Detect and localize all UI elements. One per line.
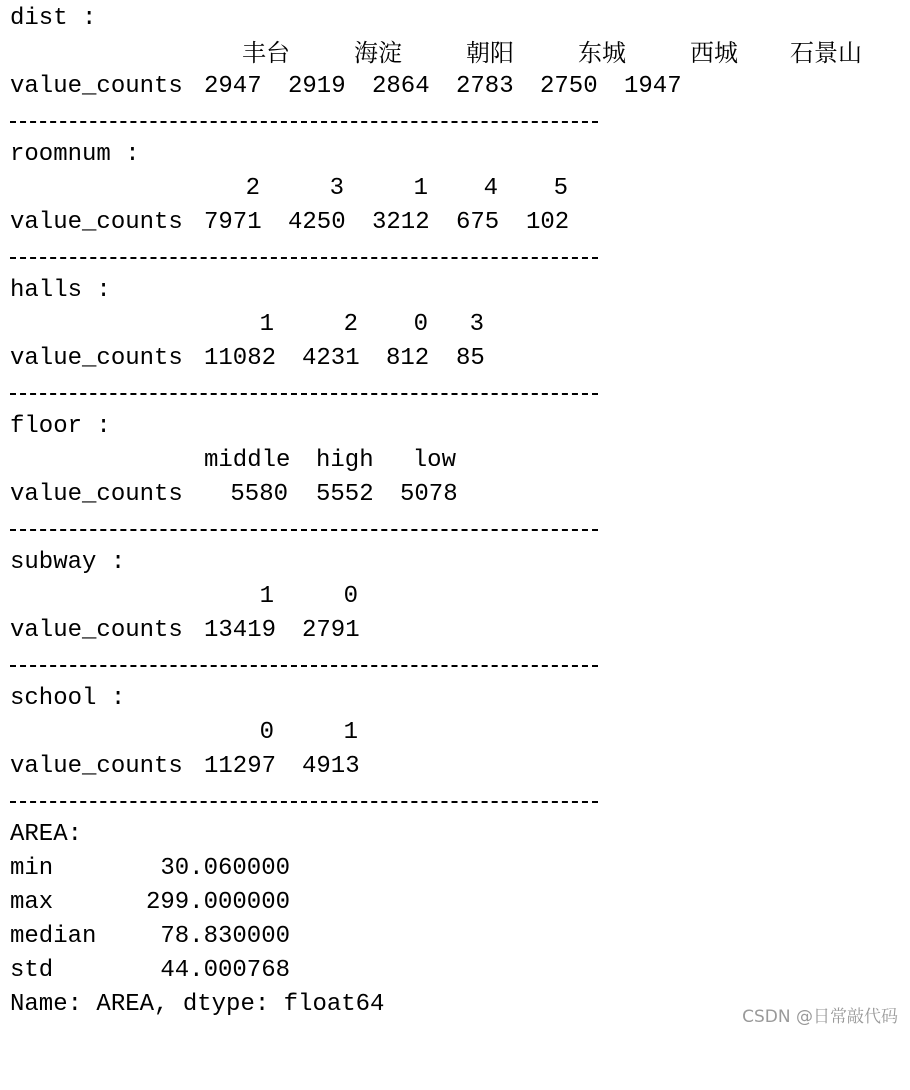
roomnum-header: 5 bbox=[553, 175, 568, 202]
dist-header: 石景山 bbox=[790, 39, 862, 67]
halls-value: 85 bbox=[456, 345, 485, 372]
dashed-divider bbox=[10, 784, 900, 818]
row-label: value_counts bbox=[10, 345, 183, 372]
subway-header: 1 bbox=[259, 583, 274, 610]
floor-header-row bbox=[10, 444, 900, 478]
floor-value: 5580 bbox=[230, 481, 288, 508]
area-stat-row bbox=[10, 886, 900, 920]
area-stat-label: min bbox=[10, 855, 54, 882]
area-stat-value: 78.830000 bbox=[160, 923, 290, 950]
dist-header: 西城 bbox=[690, 39, 738, 67]
row-label: value_counts bbox=[10, 481, 183, 508]
roomnum-value: 3212 bbox=[372, 209, 430, 236]
roomnum-value: 4250 bbox=[288, 209, 346, 236]
floor-header: middle bbox=[204, 447, 291, 474]
school-header: 0 bbox=[259, 719, 274, 746]
dist-value: 2783 bbox=[456, 73, 514, 100]
roomnum-header: 2 bbox=[245, 175, 260, 202]
halls-value: 11082 bbox=[204, 345, 277, 372]
dist-header: 海淀 bbox=[354, 39, 402, 67]
watermark: CSDN @日常敲代码 bbox=[742, 1007, 898, 1027]
school-values-row bbox=[10, 750, 900, 784]
section-title-floor: floor : bbox=[10, 413, 111, 440]
section-title-roomnum: roomnum : bbox=[10, 141, 140, 168]
area-stat-label: std bbox=[10, 957, 54, 984]
area-stat-label: max bbox=[10, 889, 54, 916]
roomnum-header-row bbox=[10, 172, 900, 206]
area-stat-value: 299.000000 bbox=[145, 889, 290, 916]
area-stat-value: 44.000768 bbox=[160, 957, 290, 984]
halls-value: 812 bbox=[386, 345, 430, 372]
roomnum-value: 102 bbox=[526, 209, 570, 236]
roomnum-header: 4 bbox=[483, 175, 498, 202]
roomnum-value: 675 bbox=[456, 209, 500, 236]
dist-header-row bbox=[10, 36, 900, 70]
dist-header: 朝阳 bbox=[466, 39, 514, 67]
dist-header: 丰台 bbox=[242, 39, 290, 67]
console-output bbox=[10, 2, 900, 1022]
dashed-divider bbox=[10, 240, 900, 274]
floor-header: high bbox=[316, 447, 374, 474]
roomnum-header: 3 bbox=[329, 175, 344, 202]
halls-header: 2 bbox=[343, 311, 358, 338]
area-stat-value: 30.060000 bbox=[160, 855, 290, 882]
dist-value: 2864 bbox=[372, 73, 430, 100]
row-label: value_counts bbox=[10, 753, 183, 780]
area-stat-row bbox=[10, 852, 900, 886]
dashed-divider bbox=[10, 512, 900, 546]
halls-header: 1 bbox=[259, 311, 274, 338]
section-title-subway: subway : bbox=[10, 549, 126, 576]
section-title-school: school : bbox=[10, 685, 126, 712]
halls-header: 0 bbox=[413, 311, 428, 338]
halls-header: 3 bbox=[469, 311, 484, 338]
school-header: 1 bbox=[343, 719, 358, 746]
subway-values-row bbox=[10, 614, 900, 648]
dist-value: 1947 bbox=[624, 73, 682, 100]
dist-value: 2919 bbox=[288, 73, 346, 100]
school-value: 4913 bbox=[302, 753, 360, 780]
dist-value: 2750 bbox=[540, 73, 598, 100]
halls-value: 4231 bbox=[302, 345, 360, 372]
roomnum-values-row bbox=[10, 206, 900, 240]
halls-values-row bbox=[10, 342, 900, 376]
row-label: value_counts bbox=[10, 73, 183, 100]
section-title-halls: halls : bbox=[10, 277, 111, 304]
dist-header: 东城 bbox=[578, 39, 626, 67]
school-value: 11297 bbox=[204, 753, 277, 780]
dist-values-row bbox=[10, 70, 900, 104]
floor-value: 5078 bbox=[400, 481, 458, 508]
floor-values-row bbox=[10, 478, 900, 512]
subway-value: 2791 bbox=[302, 617, 360, 644]
roomnum-header: 1 bbox=[413, 175, 428, 202]
dashed-divider bbox=[10, 376, 900, 410]
subway-value: 13419 bbox=[204, 617, 277, 644]
subway-header-row bbox=[10, 580, 900, 614]
area-stat-row bbox=[10, 920, 900, 954]
area-footer: Name: AREA, dtype: float64 bbox=[10, 991, 385, 1018]
area-stat-row bbox=[10, 954, 900, 988]
dashed-divider bbox=[10, 104, 900, 138]
halls-header-row bbox=[10, 308, 900, 342]
row-label: value_counts bbox=[10, 209, 183, 236]
floor-value: 5552 bbox=[316, 481, 374, 508]
floor-header: low bbox=[412, 447, 456, 474]
subway-header: 0 bbox=[343, 583, 358, 610]
school-header-row bbox=[10, 716, 900, 750]
dist-value: 2947 bbox=[204, 73, 262, 100]
dashed-divider bbox=[10, 648, 900, 682]
section-title-dist: dist : bbox=[10, 5, 97, 32]
roomnum-value: 7971 bbox=[204, 209, 262, 236]
area-title: AREA: bbox=[10, 821, 83, 848]
row-label: value_counts bbox=[10, 617, 183, 644]
area-stat-label: median bbox=[10, 923, 97, 950]
